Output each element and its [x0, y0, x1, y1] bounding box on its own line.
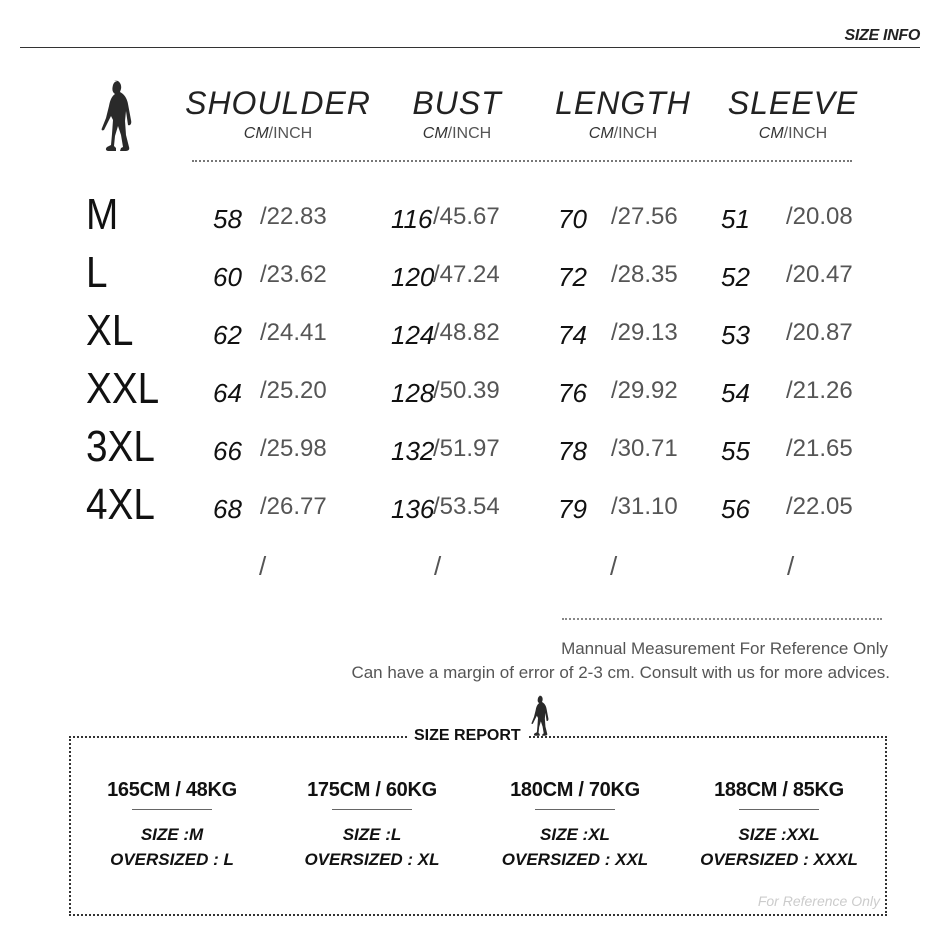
- length-inch: /30.71: [611, 435, 678, 462]
- entry-divider: [739, 809, 819, 810]
- length-inch: /29.92: [611, 377, 678, 404]
- size-label-l: L: [86, 248, 108, 297]
- size-label-xl: XL: [86, 306, 134, 355]
- unit-separator: /: [783, 125, 789, 142]
- unit-separator: /: [268, 125, 274, 142]
- empty-row-slash: /: [610, 551, 618, 581]
- sleeve-inch: /21.65: [786, 435, 853, 462]
- shoulder-inch: /24.41: [260, 319, 327, 346]
- shoulder-cm: 68: [213, 494, 242, 524]
- shoulder-inch: /26.77: [260, 493, 327, 520]
- sleeve-inch: /20.87: [786, 319, 853, 346]
- bust-cm: 120: [391, 262, 435, 292]
- unit-inch: INCH: [452, 125, 492, 142]
- recommended-size: SIZE :XL: [540, 825, 610, 844]
- bust-inch: /47.24: [433, 261, 500, 288]
- column-name: BUST: [412, 85, 502, 121]
- oversized-size: OVERSIZED : XL: [304, 850, 440, 869]
- unit-separator: /: [447, 125, 453, 142]
- reference-only-footnote: For Reference Only: [757, 893, 880, 909]
- column-name: SHOULDER: [185, 85, 371, 121]
- length-inch: /27.56: [611, 203, 678, 230]
- sleeve-cm: 53: [721, 320, 750, 350]
- size-report-entry: [277, 776, 467, 872]
- oversized-size: OVERSIZED : XXXL: [700, 850, 858, 869]
- shoulder-cm: 58: [213, 204, 242, 234]
- column-unit: [698, 125, 888, 143]
- shoulder-inch: /25.20: [260, 377, 327, 404]
- column-name: LENGTH: [555, 85, 691, 121]
- bust-cm: 124: [391, 320, 435, 350]
- size-label-4xl: 4XL: [86, 480, 155, 529]
- unit-cm: CM: [758, 125, 784, 142]
- top-divider: [20, 47, 920, 48]
- column-header-sleeve: [698, 86, 888, 143]
- height-weight: 188CM / 85KG: [714, 779, 844, 801]
- sleeve-cm: 52: [721, 262, 750, 292]
- shoulder-inch: /22.83: [260, 203, 327, 230]
- size-report-entry: [480, 776, 670, 872]
- bust-inch: /50.39: [433, 377, 500, 404]
- oversized-size: OVERSIZED : XXL: [501, 850, 649, 869]
- length-inch: /31.10: [611, 493, 678, 520]
- length-cm: 76: [558, 378, 587, 408]
- ape-silhouette-icon: [526, 694, 550, 742]
- oversized-size: OVERSIZED : L: [110, 850, 234, 869]
- recommended-size: SIZE :L: [342, 825, 402, 844]
- size-report-entry: [77, 776, 267, 872]
- sleeve-cm: 51: [721, 204, 750, 234]
- header-dotted-divider: [192, 160, 852, 162]
- height-weight: 165CM / 48KG: [107, 779, 237, 801]
- sleeve-cm: 56: [721, 494, 750, 524]
- height-weight: 180CM / 70KG: [510, 779, 640, 801]
- unit-inch: INCH: [788, 125, 828, 142]
- size-report-entry: [684, 776, 874, 872]
- length-inch: /29.13: [611, 319, 678, 346]
- sleeve-inch: /20.08: [786, 203, 853, 230]
- length-cm: 70: [558, 204, 587, 234]
- column-header-shoulder: [183, 86, 373, 143]
- column-unit: [362, 125, 552, 143]
- sleeve-cm: 55: [721, 436, 750, 466]
- entry-divider: [535, 809, 615, 810]
- notes-dotted-divider: [562, 618, 882, 620]
- sleeve-cm: 54: [721, 378, 750, 408]
- size-label-xxl: XXL: [86, 364, 160, 413]
- entry-divider: [132, 809, 212, 810]
- bust-cm: 132: [391, 436, 435, 466]
- column-unit: [183, 125, 373, 143]
- bust-inch: /45.67: [433, 203, 500, 230]
- unit-separator: /: [613, 125, 619, 142]
- shoulder-cm: 62: [213, 320, 242, 350]
- size-label-m: M: [86, 190, 119, 239]
- bust-inch: /53.54: [433, 493, 500, 520]
- bust-inch: /51.97: [433, 435, 500, 462]
- recommended-size: SIZE :M: [140, 825, 204, 844]
- sleeve-inch: /21.26: [786, 377, 853, 404]
- length-cm: 72: [558, 262, 587, 292]
- length-cm: 74: [558, 320, 587, 350]
- size-info-title: SIZE INFO: [844, 27, 920, 44]
- unit-inch: INCH: [618, 125, 658, 142]
- size-label-3xl: 3XL: [86, 422, 155, 471]
- empty-row-slash: /: [259, 551, 267, 581]
- column-header-bust: [362, 86, 552, 143]
- length-inch: /28.35: [611, 261, 678, 288]
- sleeve-inch: /22.05: [786, 493, 853, 520]
- empty-row-slash: /: [787, 551, 795, 581]
- recommended-size: SIZE :XXL: [738, 825, 820, 844]
- sleeve-inch: /20.47: [786, 261, 853, 288]
- empty-row-slash: /: [434, 551, 442, 581]
- length-cm: 79: [558, 494, 587, 524]
- height-weight: 175CM / 60KG: [307, 779, 437, 801]
- shoulder-inch: /25.98: [260, 435, 327, 462]
- bust-cm: 116: [391, 204, 433, 234]
- column-unit: [528, 125, 718, 143]
- bust-cm: 136: [391, 494, 435, 524]
- shoulder-inch: /23.62: [260, 261, 327, 288]
- column-name: SLEEVE: [727, 85, 859, 121]
- measurement-note: Mannual Measurement For Reference Only: [561, 639, 888, 658]
- shoulder-cm: 64: [213, 378, 242, 408]
- unit-cm: CM: [243, 125, 269, 142]
- size-report-title: SIZE REPORT: [408, 724, 527, 748]
- bust-cm: 128: [391, 378, 435, 408]
- bust-inch: /48.82: [433, 319, 500, 346]
- unit-inch: INCH: [273, 125, 313, 142]
- entry-divider: [332, 809, 412, 810]
- margin-note: Can have a margin of error of 2-3 cm. Consult with us for more advices.: [351, 663, 890, 682]
- unit-cm: CM: [588, 125, 614, 142]
- shoulder-cm: 66: [213, 436, 242, 466]
- column-header-length: [528, 86, 718, 143]
- ape-silhouette-icon: [92, 78, 134, 162]
- shoulder-cm: 60: [213, 262, 242, 292]
- length-cm: 78: [558, 436, 587, 466]
- unit-cm: CM: [422, 125, 448, 142]
